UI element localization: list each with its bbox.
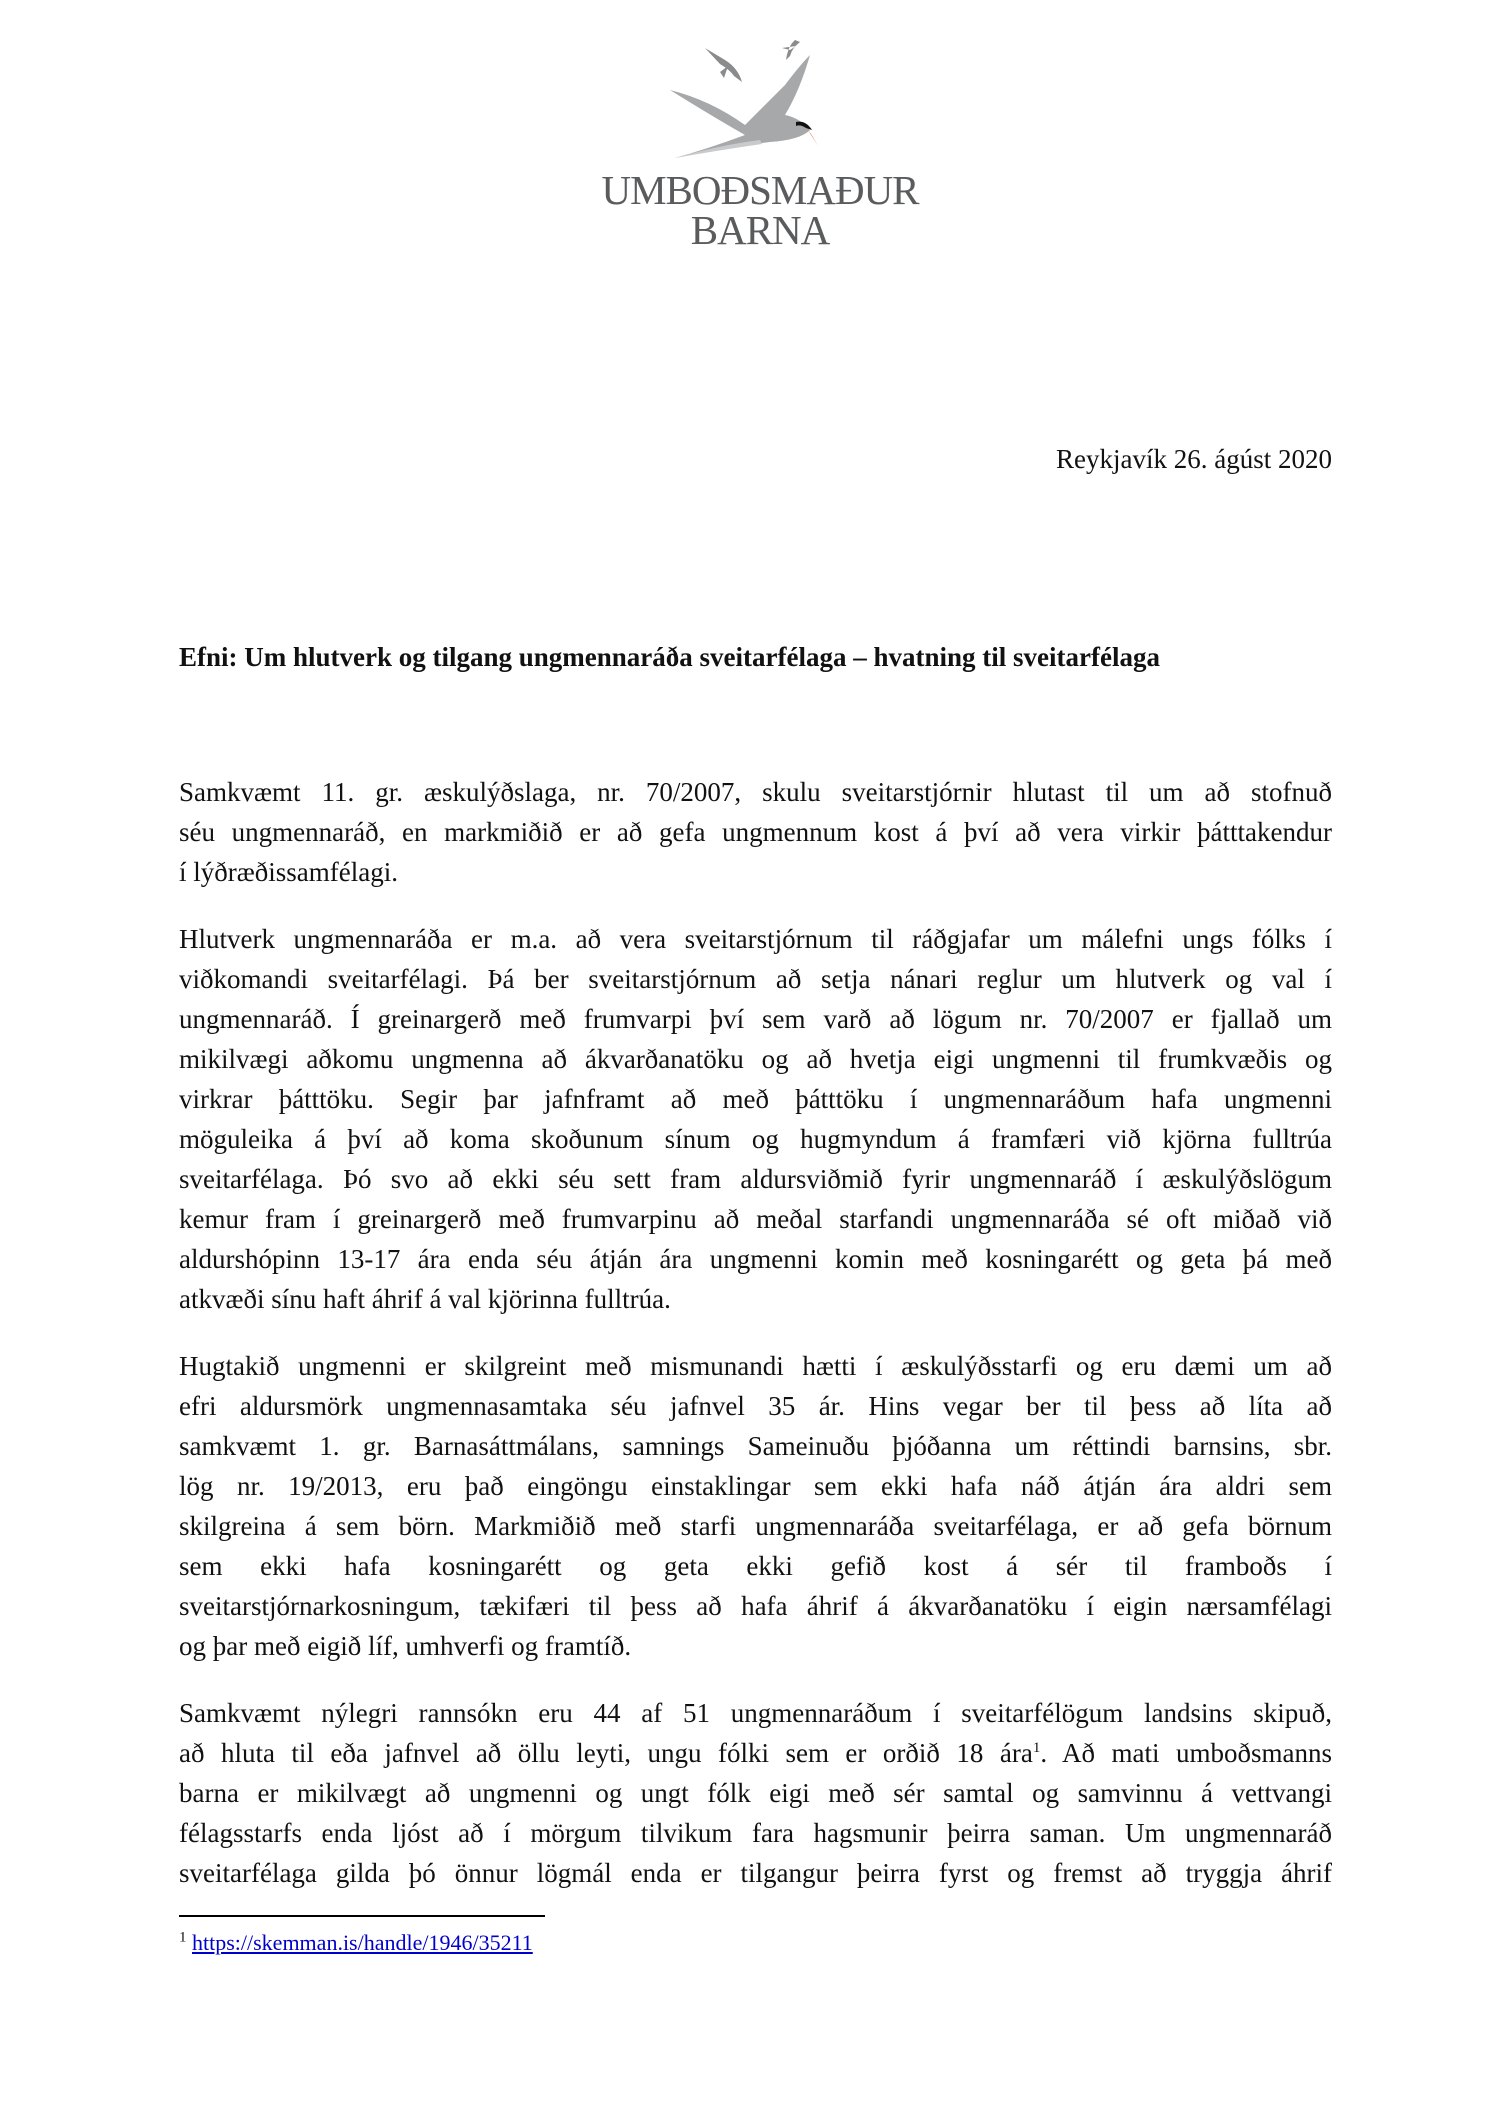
- text-line: Samkvæmt 11. gr. æskulýðslaga, nr. 70/2007, skulu sveitarstjórnir hlutast til um að stofnuð: [179, 777, 1332, 807]
- footnote-reference[interactable]: 1: [1032, 1740, 1041, 1756]
- text-line: í lýðræðissamfélagi.: [179, 857, 398, 887]
- text-line: félagsstarfs enda ljóst að í mörgum tilvikum fara hagsmunir þeirra saman. Um ungmennaráð: [179, 1818, 1332, 1848]
- text-line: atkvæði sínu haft áhrif á val kjörinna fulltrúa.: [179, 1284, 671, 1314]
- letter-subject: Efni: Um hlutverk og tilgang ungmennaráða sveitarfélaga – hvatning til sveitarfélaga: [179, 642, 1160, 672]
- arctic-tern-logo-icon: [650, 30, 870, 170]
- footnote-separator: [179, 1915, 545, 1917]
- text-line: Hlutverk ungmennaráða er m.a. að vera sveitarstjórnum til ráðgjafar um málefni ungs fólks í: [179, 924, 1332, 954]
- paragraph-4: [179, 1693, 1332, 1893]
- text-line: Samkvæmt nýlegri rannsókn eru 44 af 51 ungmennaráðum í sveitarfélögum landsins skipuð,: [179, 1698, 1332, 1728]
- text-line: ungmennaráð. Í greinargerð með frumvarpi því sem varð að lögum nr. 70/2007 er fjallað um: [179, 1004, 1332, 1034]
- logo-text-line1: UMBOĐSMAĐUR: [601, 167, 919, 213]
- text-line: sem ekki hafa kosningarétt og geta ekki gefið kost á sér til framboðs í: [179, 1551, 1332, 1581]
- text-line: mikilvægi aðkomu ungmenna að ákvarðanatöku og að hvetja eigi ungmenni til frumkvæðis og: [179, 1044, 1332, 1074]
- text-line: séu ungmennaráð, en markmiðið er að gefa ungmennum kost á því að vera virkir þátttakendur: [179, 817, 1332, 847]
- text-line: Hugtakið ungmenni er skilgreint með mismunandi hætti í æskulýðsstarfi og eru dæmi um að: [179, 1351, 1332, 1381]
- text-line: virkrar þátttöku. Segir þar jafnframt að með þátttöku í ungmennaráðum hafa ungmenni: [179, 1084, 1332, 1114]
- text-line: aldurshópinn 13-17 ára enda séu átján ára ungmenni komin með kosningarétt og geta þá með: [179, 1244, 1332, 1274]
- footnote-link[interactable]: https://skemman.is/handle/1946/35211: [192, 1930, 533, 1955]
- text-line: samkvæmt 1. gr. Barnasáttmálans, samnings Sameinuðu þjóðanna um réttindi barnsins, sbr.: [179, 1431, 1332, 1461]
- text-line: efri aldursmörk ungmennasamtaka séu jafnvel 35 ár. Hins vegar ber til þess að líta að: [179, 1391, 1332, 1421]
- organization-logo: [600, 30, 920, 253]
- text-segment: . Að mati umboðsmanns: [1040, 1738, 1333, 1768]
- text-segment: að hluta til eða jafnvel að öllu leyti, ungu fólki sem er orðið 18 ára: [179, 1738, 1033, 1768]
- letter-date: Reykjavík 26. ágúst 2020: [1056, 444, 1332, 474]
- text-line: sveitarfélaga. Þó svo að ekki séu sett fram aldursviðmið fyrir ungmennaráð í æskulýðslögum: [179, 1164, 1332, 1194]
- text-line: möguleika á því að koma skoðunum sínum og hugmyndum á framfæri við kjörna fulltrúa: [179, 1124, 1332, 1154]
- footnote-marker: 1: [179, 1929, 187, 1946]
- paragraph-1: [179, 772, 1332, 892]
- letter-body: [179, 772, 1332, 1920]
- text-line: viðkomandi sveitarfélagi. Þá ber sveitarstjórnum að setja nánari reglur um hlutverk og val í: [179, 964, 1332, 994]
- text-line: og þar með eigið líf, umhverfi og framtíð.: [179, 1631, 632, 1661]
- text-line: kemur fram í greinargerð með frumvarpinu að meðal starfandi ungmennaráða sé oft miðað við: [179, 1204, 1332, 1234]
- text-line: sveitarstjórnarkosningum, tækifæri til þess að hafa áhrif á ákvarðanatöku í eigin nærsamfélagi: [179, 1591, 1332, 1621]
- footnote: [179, 1930, 533, 1956]
- paragraph-2: [179, 919, 1332, 1319]
- text-line: [179, 1733, 1332, 1773]
- text-line: barna er mikilvægt að ungmenni og ungt fólk eigi með sér samtal og samvinnu á vettvangi: [179, 1778, 1332, 1808]
- paragraph-3: [179, 1346, 1332, 1666]
- text-line: lög nr. 19/2013, eru það eingöngu einstaklingar sem ekki hafa náð átján ára aldri sem: [179, 1471, 1332, 1501]
- logo-text-line2: BARNA: [690, 207, 830, 253]
- text-line: skilgreina á sem börn. Markmiðið með starfi ungmennaráða sveitarfélaga, er að gefa börnum: [179, 1511, 1332, 1541]
- text-line: sveitarfélaga gilda þó önnur lögmál enda er tilgangur þeirra fyrst og fremst að tryggja áhrif: [179, 1858, 1332, 1888]
